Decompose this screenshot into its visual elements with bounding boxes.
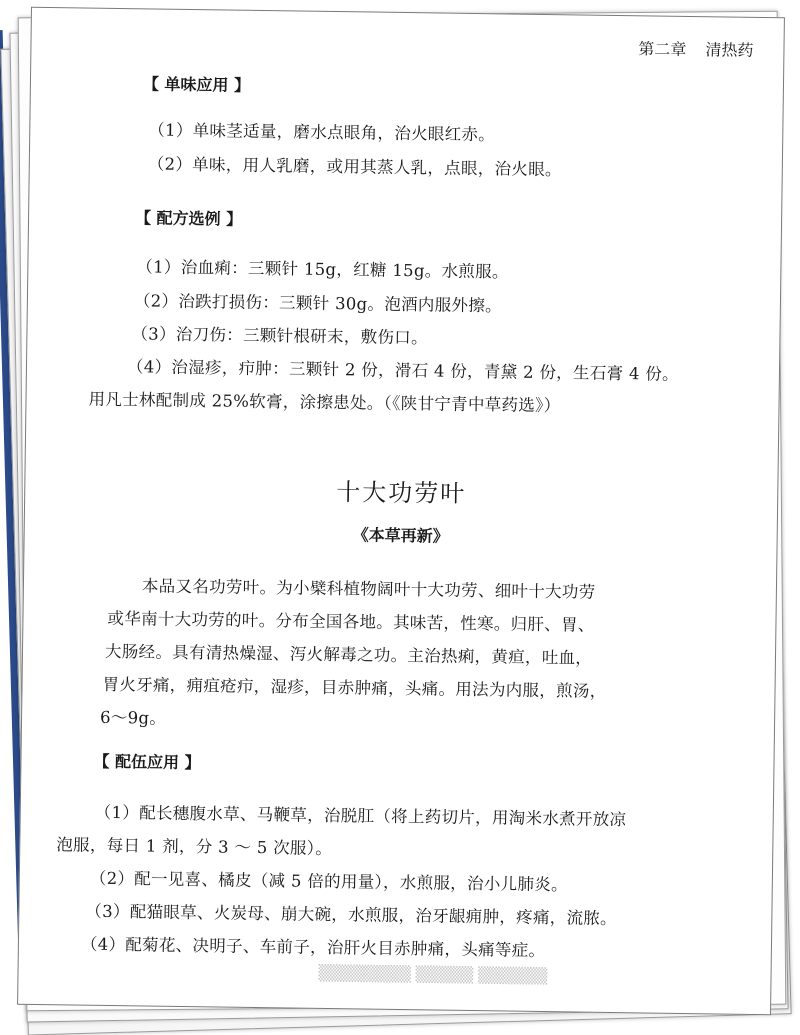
single-use-item: （2）单味，用人乳磨，或用其蒸人乳，点眼，治火眼。 — [147, 154, 562, 180]
prescription-item: （3）治刀伤：三颗针根研末，敷伤口。 — [131, 324, 428, 348]
compatibility-item: 泡服，每日 1 剂，分 3 ～ 5 次服）。 — [56, 835, 333, 859]
description-line: 胃火牙痛，痈疽疮疖，湿疹，目赤肿痛，头痛。用法为内服，煎汤， — [102, 674, 607, 701]
entry-title: 十大功劳叶 — [336, 478, 467, 508]
description-line: 本品又名功劳叶。为小檗科植物阔叶十大功劳、细叶十大功劳 — [141, 576, 596, 602]
compatibility-item: （4）配菊花、决明子、车前子，治肝火目赤肿痛，头痛等症。 — [80, 934, 546, 961]
description-line: 6～9g。 — [99, 707, 167, 728]
section-heading-single-use: 【 单味应用 】 — [142, 74, 251, 95]
description-line: 或华南十大功劳的叶。分布全国各地。其味苦，性寒。归肝、胃、 — [107, 608, 595, 635]
document-page — [17, 7, 785, 1015]
section-heading-compatibility: 【 配伍应用 】 — [93, 751, 201, 773]
section-heading-prescriptions: 【 配方选例 】 — [134, 208, 243, 229]
prescription-item: 用凡士林配制成 25%软膏，涂擦患处。（《陕甘宁青中草药选》） — [88, 389, 561, 416]
compatibility-item: （3）配猫眼草、火炭母、崩大碗，水煎服，治牙龈痈肿，疼痛，流脓。 — [85, 901, 618, 929]
chapter-section-label: 清热药 — [705, 40, 754, 60]
compatibility-item: （2）配一见喜、橘皮（减 5 倍的用量），水煎服，治小儿肺炎。 — [89, 868, 568, 895]
prescription-item: （1）治血痢：三颗针 15g，红糖 15g。水煎服。 — [136, 257, 509, 282]
prescription-item: （2）治跌打损伤：三颗针 30g。泡酒内服外擦。 — [133, 291, 503, 316]
compatibility-item: （1）配长穗腹水草、马鞭草，治脱肛（将上药切片，用淘米水煮开放凉 — [94, 802, 627, 830]
running-header — [624, 36, 753, 61]
single-use-item: （1）单味茎适量，磨水点眼角，治火眼红赤。 — [148, 120, 496, 145]
prescription-item: （4）治湿疹，疖肿：三颗针 2 份，滑石 4 份，青黛 2 份，生石膏 4 份。 — [126, 357, 680, 384]
description-line: 大肠经。具有清热燥湿、泻火解毒之功。主治热痢，黄疸，吐血， — [104, 641, 593, 668]
chapter-label: 第二章 — [638, 39, 687, 59]
show-through-text: ▒▒▒▒▒▒▒▒ ▒▒▒▒▒ ▒▒▒▒▒▒ — [318, 963, 548, 986]
entry-source: 《本草再新》 — [352, 525, 449, 546]
